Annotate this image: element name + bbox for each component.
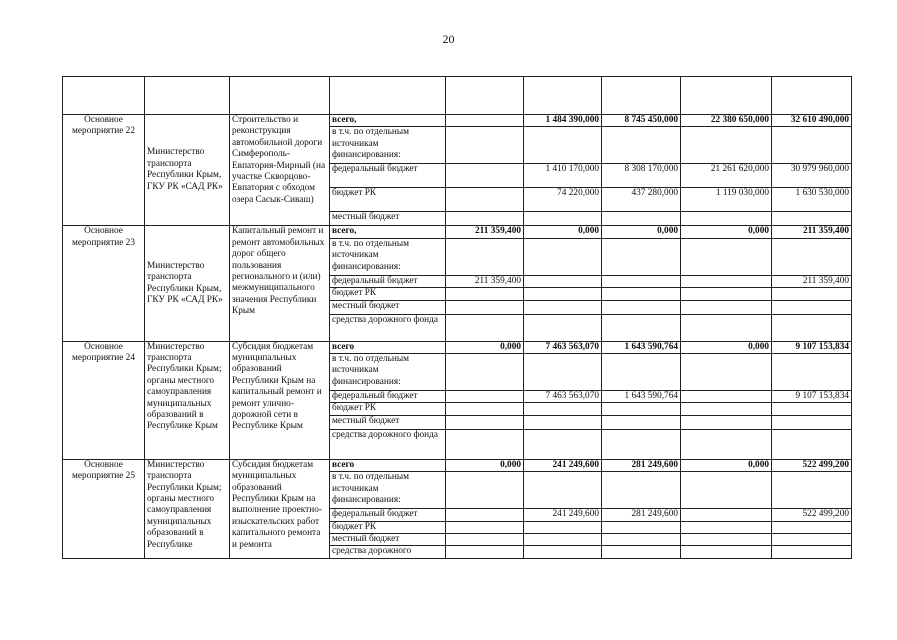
header-blank-row (63, 77, 852, 115)
value-cell (772, 314, 852, 341)
value-cell: 241 249,600 (524, 459, 602, 471)
value-cell: 1 410 170,000 (524, 164, 602, 188)
value-cell (524, 403, 602, 415)
source-cell: бюджет РК (330, 521, 446, 533)
source-cell: бюджет РК (330, 288, 446, 300)
value-cell (602, 212, 681, 226)
value-cell (446, 212, 524, 226)
header-cell (602, 77, 681, 115)
table-row (63, 341, 852, 353)
value-cell (446, 188, 524, 212)
value-cell (524, 300, 602, 314)
value-cell: 1 119 030,000 (681, 188, 772, 212)
source-cell: бюджет РК (330, 403, 446, 415)
value-cell (446, 238, 524, 275)
description-cell: Капитальный ремонт и ремонт автомобильных дорог общего пользования регионального и (или) межмуниципального значения Республики Крым (230, 226, 330, 341)
value-cell (446, 300, 524, 314)
source-cell: всего, (330, 226, 446, 238)
value-cell (602, 288, 681, 300)
source-cell: федеральный бюджет (330, 391, 446, 403)
source-cell: федеральный бюджет (330, 275, 446, 287)
value-cell (524, 212, 602, 226)
value-cell (524, 534, 602, 546)
source-cell: федеральный бюджет (330, 509, 446, 521)
header-cell (230, 77, 330, 115)
value-cell (681, 212, 772, 226)
source-cell: местный бюджет (330, 212, 446, 226)
value-cell (602, 521, 681, 533)
value-cell: 211 359,400 (772, 275, 852, 287)
value-cell: 281 249,600 (602, 459, 681, 471)
source-cell: всего (330, 341, 446, 353)
value-cell (524, 238, 602, 275)
value-cell (681, 275, 772, 287)
value-cell (446, 509, 524, 521)
source-cell: в т.ч. по отдельным источникам финансирования: (330, 127, 446, 164)
value-cell (602, 354, 681, 391)
value-cell (681, 509, 772, 521)
source-cell: в т.ч. по отдельным источникам финансирования: (330, 238, 446, 275)
value-cell (681, 415, 772, 429)
value-cell (772, 546, 852, 558)
value-cell (524, 521, 602, 533)
value-cell: 211 359,400 (446, 275, 524, 287)
value-cell (772, 212, 852, 226)
value-cell (446, 314, 524, 341)
value-cell (772, 354, 852, 391)
value-cell (772, 403, 852, 415)
value-cell (446, 391, 524, 403)
value-cell: 0,000 (681, 459, 772, 471)
description-cell: Субсидия бюджетам муниципальных образований Республики Крым на капитальный ремонт и ремонт улично-дорожной сети в Республике Крым (230, 341, 330, 459)
source-cell: средства дорожного фонда (330, 314, 446, 341)
value-cell (681, 472, 772, 509)
source-cell: всего (330, 459, 446, 471)
value-cell: 281 249,600 (602, 509, 681, 521)
activity-cell: Основное мероприятие 25 (63, 459, 145, 558)
header-cell (772, 77, 852, 115)
value-cell (524, 314, 602, 341)
value-cell: 9 107 153,834 (772, 341, 852, 353)
value-cell (446, 127, 524, 164)
value-cell (772, 521, 852, 533)
value-cell: 1 643 590,764 (602, 341, 681, 353)
source-cell: местный бюджет (330, 534, 446, 546)
table-row (63, 459, 852, 471)
value-cell (681, 429, 772, 459)
value-cell: 22 380 650,000 (681, 115, 772, 127)
value-cell (524, 546, 602, 558)
value-cell (772, 300, 852, 314)
value-cell (681, 403, 772, 415)
value-cell: 30 979 960,000 (772, 164, 852, 188)
value-cell: 0,000 (446, 341, 524, 353)
header-cell (524, 77, 602, 115)
value-cell (602, 472, 681, 509)
source-cell: федеральный бюджет (330, 164, 446, 188)
value-cell (681, 546, 772, 558)
value-cell (602, 238, 681, 275)
description-cell: Строительство и реконструкция автомобильной дороги Симферополь-Евпатория-Мирный (на участке Скворцово-Евпатория с обходом озера Сасык-Сиваш) (230, 115, 330, 226)
value-cell (524, 472, 602, 509)
value-cell: 8 308 170,000 (602, 164, 681, 188)
value-cell: 211 359,400 (772, 226, 852, 238)
source-cell: всего, (330, 115, 446, 127)
value-cell (602, 403, 681, 415)
value-cell: 1 484 390,000 (524, 115, 602, 127)
value-cell (681, 127, 772, 164)
value-cell (602, 534, 681, 546)
value-cell: 0,000 (681, 341, 772, 353)
table-row (63, 226, 852, 238)
value-cell (602, 314, 681, 341)
source-cell: бюджет РК (330, 188, 446, 212)
value-cell (772, 429, 852, 459)
activity-cell: Основное мероприятие 22 (63, 115, 145, 226)
header-cell (145, 77, 230, 115)
value-cell: 241 249,600 (524, 509, 602, 521)
value-cell: 74 220,000 (524, 188, 602, 212)
executor-cell: Министерство транспорта Республики Крым; органы местного самоуправления муниципальных образований в Республике (145, 459, 230, 558)
value-cell (681, 521, 772, 533)
value-cell (446, 546, 524, 558)
source-cell: местный бюджет (330, 415, 446, 429)
value-cell (772, 127, 852, 164)
value-cell (446, 288, 524, 300)
value-cell (681, 314, 772, 341)
value-cell (446, 472, 524, 509)
value-cell (681, 238, 772, 275)
value-cell: 7 463 563,070 (524, 341, 602, 353)
value-cell (681, 288, 772, 300)
value-cell: 32 610 490,000 (772, 115, 852, 127)
value-cell (524, 275, 602, 287)
value-cell (772, 288, 852, 300)
header-cell (681, 77, 772, 115)
value-cell (772, 415, 852, 429)
value-cell: 437 280,000 (602, 188, 681, 212)
source-cell: в т.ч. по отдельным источникам финансирования: (330, 354, 446, 391)
value-cell: 0,000 (681, 226, 772, 238)
value-cell: 1 630 530,000 (772, 188, 852, 212)
value-cell (772, 472, 852, 509)
value-cell: 211 359,400 (446, 226, 524, 238)
value-cell (602, 546, 681, 558)
value-cell (524, 288, 602, 300)
value-cell (524, 415, 602, 429)
value-cell (602, 415, 681, 429)
value-cell: 0,000 (524, 226, 602, 238)
table-row (63, 115, 852, 127)
value-cell: 9 107 153,834 (772, 391, 852, 403)
value-cell (681, 391, 772, 403)
value-cell (681, 300, 772, 314)
source-cell: средства дорожного (330, 546, 446, 558)
value-cell (681, 354, 772, 391)
value-cell (524, 127, 602, 164)
value-cell (772, 534, 852, 546)
activity-cell: Основное мероприятие 23 (63, 226, 145, 341)
source-cell: в т.ч. по отдельным источникам финансирования: (330, 472, 446, 509)
value-cell (446, 115, 524, 127)
financing-table (62, 76, 852, 559)
value-cell: 7 463 563,070 (524, 391, 602, 403)
value-cell (681, 534, 772, 546)
value-cell (446, 534, 524, 546)
page-number: 20 (442, 32, 455, 46)
value-cell (524, 429, 602, 459)
source-cell: местный бюджет (330, 300, 446, 314)
header-cell (63, 77, 145, 115)
value-cell: 8 745 450,000 (602, 115, 681, 127)
value-cell (446, 415, 524, 429)
value-cell: 0,000 (602, 226, 681, 238)
value-cell (772, 238, 852, 275)
source-cell: средства дорожного фонда (330, 429, 446, 459)
header-cell (446, 77, 524, 115)
value-cell: 0,000 (446, 459, 524, 471)
description-cell: Субсидия бюджетам муниципальных образований Республики Крым на выполнение проектно-изыскательских работ капитального ремонта и ремонта (230, 459, 330, 558)
value-cell (446, 521, 524, 533)
value-cell (446, 429, 524, 459)
value-cell: 522 499,200 (772, 459, 852, 471)
executor-cell: Министерство транспорта Республики Крым, ГКУ РК «САД РК» (145, 115, 230, 226)
value-cell (602, 429, 681, 459)
value-cell (602, 275, 681, 287)
value-cell: 1 643 590,764 (602, 391, 681, 403)
value-cell (446, 354, 524, 391)
value-cell (446, 164, 524, 188)
value-cell: 21 261 620,000 (681, 164, 772, 188)
activity-cell: Основное мероприятие 24 (63, 341, 145, 459)
executor-cell: Министерство транспорта Республики Крым, ГКУ РК «САД РК» (145, 226, 230, 341)
value-cell (602, 127, 681, 164)
executor-cell: Министерство транспорта Республики Крым; органы местного самоуправления муниципальных образований в Республике Крым (145, 341, 230, 459)
header-cell (330, 77, 446, 115)
value-cell: 522 499,200 (772, 509, 852, 521)
value-cell (524, 354, 602, 391)
value-cell (602, 300, 681, 314)
value-cell (446, 403, 524, 415)
